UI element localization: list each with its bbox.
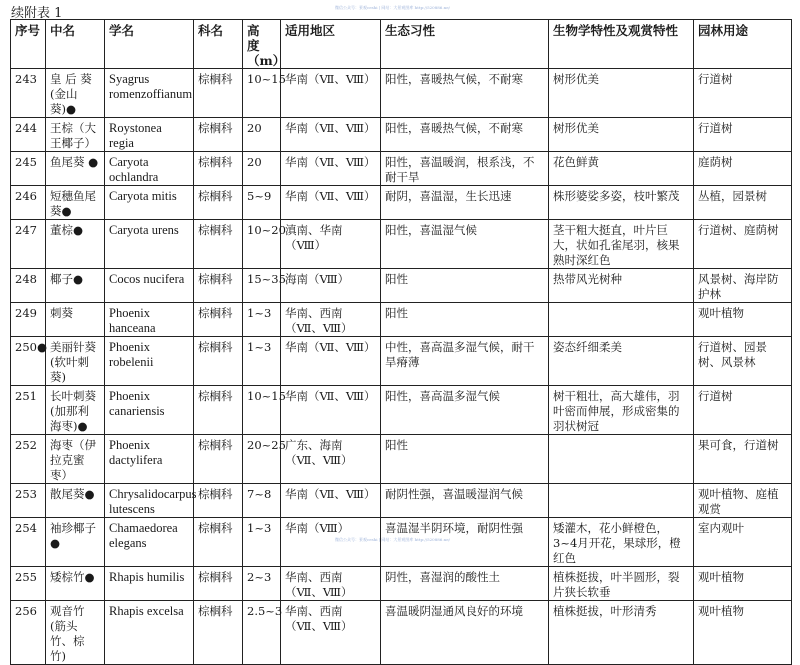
cell-ecology: 阳性，喜暖热气候，不耐寒: [381, 69, 549, 118]
cell-region: 华南（Ⅶ、Ⅷ）: [281, 69, 381, 118]
cell-ecology: 阳性，喜温湿气候: [381, 220, 549, 269]
cell-use: 果可食，行道树: [694, 435, 792, 484]
cell-features: 树干粗壮，高大雄伟，羽叶密而伸展，形成密集的羽状树冠: [549, 386, 694, 435]
table-row: [11, 337, 792, 386]
table-row: [11, 303, 792, 337]
cell-latin: Phoenix dactylifera: [105, 435, 194, 484]
table-row: [11, 220, 792, 269]
cell-use: 室内观叶: [694, 518, 792, 567]
header-height: 高 度（m）: [243, 20, 281, 69]
cell-ecology: 耐阴性强，喜温暖湿润气候: [381, 484, 549, 518]
table-row: [11, 435, 792, 484]
table-row: [11, 118, 792, 152]
plant-table: [10, 19, 792, 665]
cell-cn: 长叶刺葵(加那利海枣)●: [46, 386, 105, 435]
cell-height: 5~9: [243, 186, 281, 220]
cell-height: 20~25: [243, 435, 281, 484]
cell-family: 棕榈科: [194, 303, 243, 337]
cell-family: 棕榈科: [194, 601, 243, 665]
table-row: [11, 69, 792, 118]
cell-ecology: 阳性，喜暖热气候，不耐寒: [381, 118, 549, 152]
cell-no: 250●: [11, 337, 46, 386]
cell-features: 花色鲜黄: [549, 152, 694, 186]
cell-height: 10~15: [243, 386, 281, 435]
cell-region: 滇南、华南（Ⅷ）: [281, 220, 381, 269]
cell-region: 华南、西南（Ⅶ、Ⅷ）: [281, 601, 381, 665]
cell-region: 华南、西南（Ⅶ、Ⅷ）: [281, 567, 381, 601]
cell-latin: Phoenix hanceana: [105, 303, 194, 337]
cell-height: 1~3: [243, 303, 281, 337]
cell-ecology: 阳性，喜高温多湿气候: [381, 386, 549, 435]
cell-features: 茎干粗大挺直，叶片巨大，状如孔雀尾羽，核果熟时深红色: [549, 220, 694, 269]
table-row: [11, 601, 792, 665]
cell-ecology: 阴性，喜湿润的酸性土: [381, 567, 549, 601]
cell-use: 行道树、庭荫树: [694, 220, 792, 269]
cell-family: 棕榈科: [194, 269, 243, 303]
cell-features: 树形优美: [549, 69, 694, 118]
cell-cn: 散尾葵●: [46, 484, 105, 518]
cell-latin: Caryota ochlandra: [105, 152, 194, 186]
cell-region: 华南（Ⅶ、Ⅷ）: [281, 118, 381, 152]
cell-use: 观叶植物: [694, 601, 792, 665]
header-ecology: 生态习性: [381, 20, 549, 69]
cell-features: [549, 484, 694, 518]
cell-height: 20: [243, 152, 281, 186]
cell-region: 华南（Ⅶ、Ⅷ）: [281, 484, 381, 518]
cell-features: 热带风光树种: [549, 269, 694, 303]
cell-region: 海南（Ⅷ）: [281, 269, 381, 303]
cell-cn: 董棕●: [46, 220, 105, 269]
header-use: 园林用途: [694, 20, 792, 69]
table-row: [11, 186, 792, 220]
cell-cn: 皇 后 葵(金山葵)●: [46, 69, 105, 118]
cell-no: 248: [11, 269, 46, 303]
cell-region: 华南（Ⅶ、Ⅷ）: [281, 152, 381, 186]
header-family: 科名: [194, 20, 243, 69]
header-latin: 学名: [105, 20, 194, 69]
cell-region: 华南、西南（Ⅶ、Ⅷ）: [281, 303, 381, 337]
cell-latin: Rhapis humilis: [105, 567, 194, 601]
cell-no: 245: [11, 152, 46, 186]
cell-no: 243: [11, 69, 46, 118]
cell-ecology: 阳性: [381, 303, 549, 337]
table-row: [11, 269, 792, 303]
cell-latin: Cocos nucifera: [105, 269, 194, 303]
cell-no: 254: [11, 518, 46, 567]
header-no: 序号: [11, 20, 46, 69]
watermark: 微信公众号：景观ceshi | 网站：大景观图库 http://520886.ne/: [335, 5, 450, 10]
cell-family: 棕榈科: [194, 518, 243, 567]
cell-no: 244: [11, 118, 46, 152]
cell-height: 10~15: [243, 69, 281, 118]
cell-features: 植株挺拔，叶形清秀: [549, 601, 694, 665]
cell-height: 20: [243, 118, 281, 152]
cell-ecology: 阳性，喜温暖润，根系浅，不耐干旱: [381, 152, 549, 186]
table-row: [11, 484, 792, 518]
header-cn: 中名: [46, 20, 105, 69]
cell-no: 246: [11, 186, 46, 220]
cell-no: 251: [11, 386, 46, 435]
cell-cn: 观音竹(筋头竹、棕竹): [46, 601, 105, 665]
cell-latin: Chrysalidocarpus lutescens: [105, 484, 194, 518]
cell-region: 华南（Ⅶ、Ⅷ）: [281, 337, 381, 386]
cell-ecology: 耐阴，喜温湿，生长迅速: [381, 186, 549, 220]
cell-cn: 袖珍椰子●: [46, 518, 105, 567]
cell-latin: Phoenix robelenii: [105, 337, 194, 386]
cell-ecology: 阳性: [381, 269, 549, 303]
cell-region: 华南（Ⅷ）: [281, 518, 381, 567]
cell-no: 247: [11, 220, 46, 269]
cell-family: 棕榈科: [194, 69, 243, 118]
cell-cn: 美丽针葵(软叶刺葵): [46, 337, 105, 386]
cell-family: 棕榈科: [194, 435, 243, 484]
cell-family: 棕榈科: [194, 567, 243, 601]
cell-latin: Phoenix canariensis: [105, 386, 194, 435]
table-row: [11, 567, 792, 601]
cell-use: 行道树: [694, 386, 792, 435]
cell-no: 252: [11, 435, 46, 484]
cell-use: 观叶植物、庭植观赏: [694, 484, 792, 518]
cell-features: 树形优美: [549, 118, 694, 152]
header-region: 适用地区: [281, 20, 381, 69]
cell-no: 256: [11, 601, 46, 665]
cell-family: 棕榈科: [194, 484, 243, 518]
cell-ecology: 中性，喜高温多湿气候，耐干旱瘠薄: [381, 337, 549, 386]
cell-features: [549, 435, 694, 484]
cell-region: 华南（Ⅶ、Ⅷ）: [281, 386, 381, 435]
cell-use: 观叶植物: [694, 567, 792, 601]
cell-latin: Caryota urens: [105, 220, 194, 269]
cell-use: 行道树: [694, 69, 792, 118]
cell-cn: 海枣（伊拉克蜜枣）: [46, 435, 105, 484]
cell-use: 丛植，园景树: [694, 186, 792, 220]
cell-cn: 王棕（大王椰子）: [46, 118, 105, 152]
table-caption: 续附表 1: [11, 6, 63, 21]
cell-use: 庭荫树: [694, 152, 792, 186]
cell-features: 植株挺拔，叶半圆形，裂片狭长软垂: [549, 567, 694, 601]
header-features: 生物学特性及观赏特性: [549, 20, 694, 69]
cell-use: 风景树、海岸防护林: [694, 269, 792, 303]
cell-region: 广东、海南（Ⅶ、Ⅷ）: [281, 435, 381, 484]
cell-cn: 椰子●: [46, 269, 105, 303]
cell-height: 15~35: [243, 269, 281, 303]
cell-latin: Rhapis excelsa: [105, 601, 194, 665]
cell-family: 棕榈科: [194, 337, 243, 386]
cell-height: 1~3: [243, 337, 281, 386]
cell-latin: Caryota mitis: [105, 186, 194, 220]
cell-height: 2~3: [243, 567, 281, 601]
cell-features: 矮灌木，花小鲜橙色，3~4月开花，果球形，橙红色: [549, 518, 694, 567]
table-row: [11, 152, 792, 186]
cell-features: [549, 303, 694, 337]
cell-features: 株形婆娑多姿，枝叶繁茂: [549, 186, 694, 220]
cell-latin: Roystonea regia: [105, 118, 194, 152]
cell-ecology: 喜温暖阴湿通风良好的环境: [381, 601, 549, 665]
cell-family: 棕榈科: [194, 220, 243, 269]
cell-height: 2.5~3: [243, 601, 281, 665]
cell-use: 观叶植物: [694, 303, 792, 337]
cell-cn: 鱼尾葵 ●: [46, 152, 105, 186]
cell-ecology: 阳性: [381, 435, 549, 484]
header-row: [11, 20, 792, 69]
cell-family: 棕榈科: [194, 186, 243, 220]
cell-no: 249: [11, 303, 46, 337]
cell-cn: 短穗鱼尾葵●: [46, 186, 105, 220]
table-row: [11, 386, 792, 435]
cell-latin: Syagrus romenzoffianum: [105, 69, 194, 118]
cell-height: 1~3: [243, 518, 281, 567]
cell-cn: 矮棕竹●: [46, 567, 105, 601]
cell-family: 棕榈科: [194, 386, 243, 435]
cell-family: 棕榈科: [194, 118, 243, 152]
cell-cn: 刺葵: [46, 303, 105, 337]
watermark-bottom: 微信公众号：景观ceshi | 网站：大景观图库 http://520886.ne/: [335, 537, 450, 542]
cell-ecology: 喜温湿半阴环境，耐阴性强: [381, 518, 549, 567]
cell-region: 华南（Ⅶ、Ⅷ）: [281, 186, 381, 220]
cell-use: 行道树: [694, 118, 792, 152]
cell-features: 姿态纤细柔美: [549, 337, 694, 386]
cell-family: 棕榈科: [194, 152, 243, 186]
cell-latin: Chamaedorea elegans: [105, 518, 194, 567]
cell-no: 253: [11, 484, 46, 518]
cell-use: 行道树、园景树、风景林: [694, 337, 792, 386]
cell-height: 7~8: [243, 484, 281, 518]
cell-height: 10~20: [243, 220, 281, 269]
cell-no: 255: [11, 567, 46, 601]
